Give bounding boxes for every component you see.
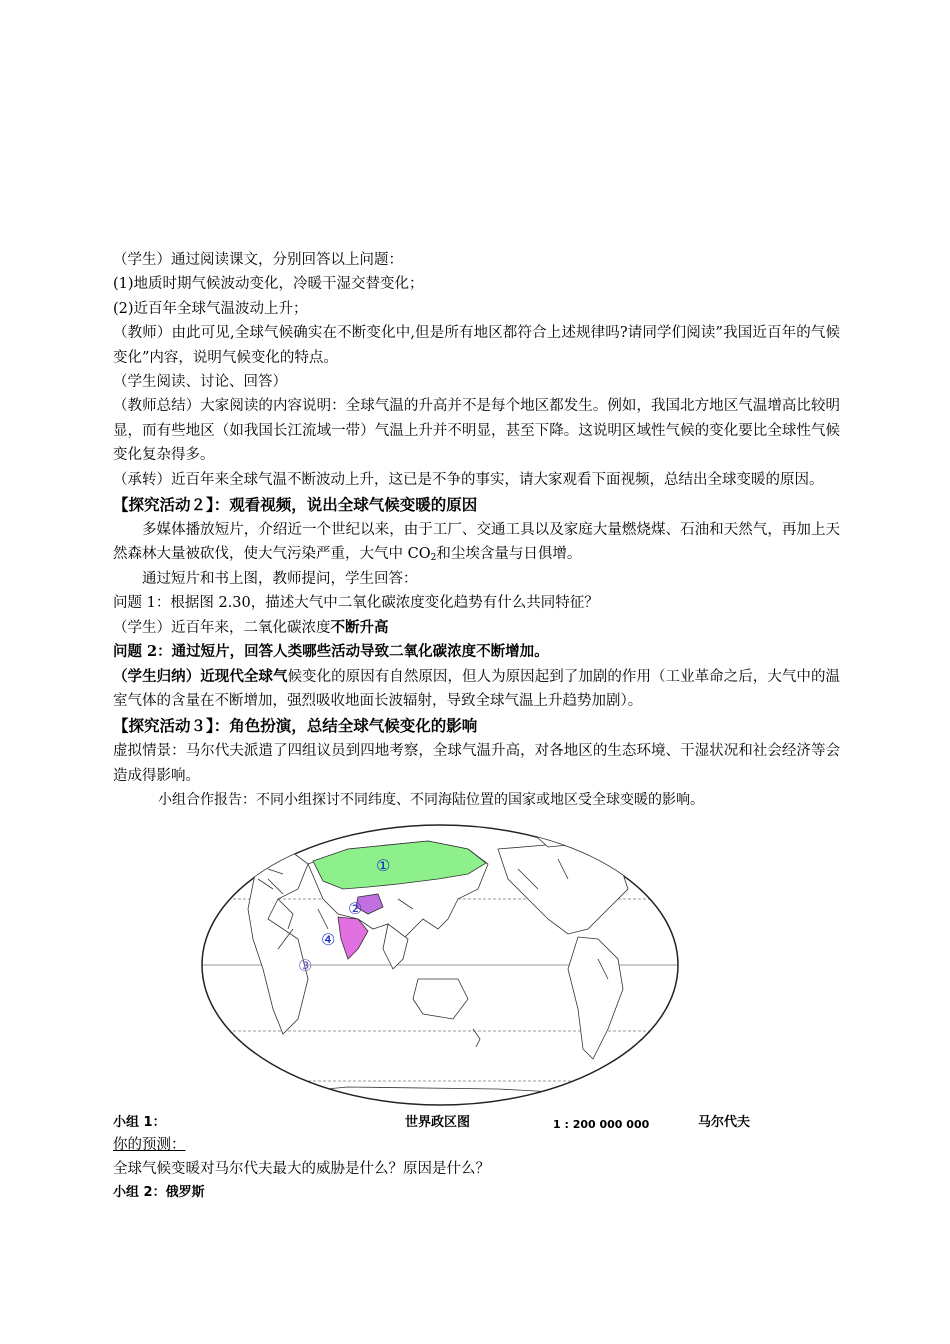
teacher-question: （教师）由此可见,全球气候确实在不断变化中,但是所有地区都符合上述规律吗?请同学们阅读”我国近百年的气候变化”内容，说明气候变化的特点。 [113,325,840,366]
group-report: 小组合作报告：不同小组探讨不同纬度、不同海陆位置的国家或地区受全球变暖的影响。 [158,792,704,809]
answer-2: (2)近百年全球气温波动上升； [113,300,308,317]
student-answer-intro: （学生）通过阅读课文，分别回答以上问题： [113,252,403,268]
marker-1: ① [376,855,391,875]
place-label: 马尔代夫 [698,1114,751,1130]
transition: （承转）近百年来全球气温不断波动上升，这已是不争的事实，请大家观看下面视频，总结出全球变暖的原因。 [113,471,824,488]
activity-2-para-2: 通过短片和书上图，教师提问，学生回答： [142,570,418,587]
student-summary: （学生归纳）近现代全球气候变化的原因有自然原因，但人为原因起到了加剧的作用（工业革命之后，大气中的温室气体的含量在不断增加，强烈吸收地面长波辐射，导致全球气温上升趋势加剧）。 [113,667,841,709]
group-1-label: 小组 1： [113,1114,166,1130]
marker-4: ④ [321,929,336,949]
student-activity: （学生阅读、讨论、回答） [113,374,287,391]
answer-1: (1)地质时期气候波动变化，冷暖干湿交替变化； [113,276,424,293]
marker-3: ③ [298,955,313,975]
map-caption [113,1109,840,1133]
teacher-summary: （教师总结）大家阅读的内容说明：全球气温的升高并不是每个地区都发生。例如，我国北方地区气温增高比较明显，而有些地区（如我国长江流域一带）气温上升并不明显，甚至下降。这说明区域性气候的变化要比全球性气候变化复杂得多。 [113,398,840,464]
threat-question: 全球气候变暖对马尔代夫最大的威胁是什么？原因是什么？ [113,1160,490,1177]
group-2-label: 小组 2：俄罗斯 [113,1185,205,1201]
answer-question-1: （学生）近百年来，二氧化碳浓度不断升高 [113,618,389,636]
activity-2-heading: 【探究活动２】：观看视频，说出全球气候变暖的原因 [113,496,478,515]
activity-3-heading: 【探究活动３】：角色扮演，总结全球气候变化的影响 [113,717,478,736]
prediction-label: 你的预测： [113,1136,186,1153]
marker-2: ② [348,898,363,918]
world-map-figure [113,819,840,1109]
map-title: 世界政区图 [405,1114,471,1130]
activity-2-para-1: 多媒体播放短片，介绍近一个世纪以来，由于工厂、交通工具以及家庭大量燃烧煤、石油和天然气，再加上天然森林大量被砍伐，使大气污染严重，大气中 $CO_2$和尘埃含量与日俱增。 [113,522,840,564]
question-2: 问题 2：通过短片，回答人类哪些活动导致二氧化碳浓度不断增加。 [113,643,549,661]
scenario: 虚拟情景：马尔代夫派遣了四组议员到四地考察，全球气温升高，对各地区的生态环境、干湿状况和社会经济等会造成得影响。 [113,743,840,784]
question-1: 问题 1：根据图 2.30，描述大气中二氧化碳浓度变化趋势有什么共同特征？ [113,595,599,612]
document-content [113,248,840,1206]
world-map [198,819,682,1106]
map-scale: 1 : 200 000 000 [553,1117,650,1131]
